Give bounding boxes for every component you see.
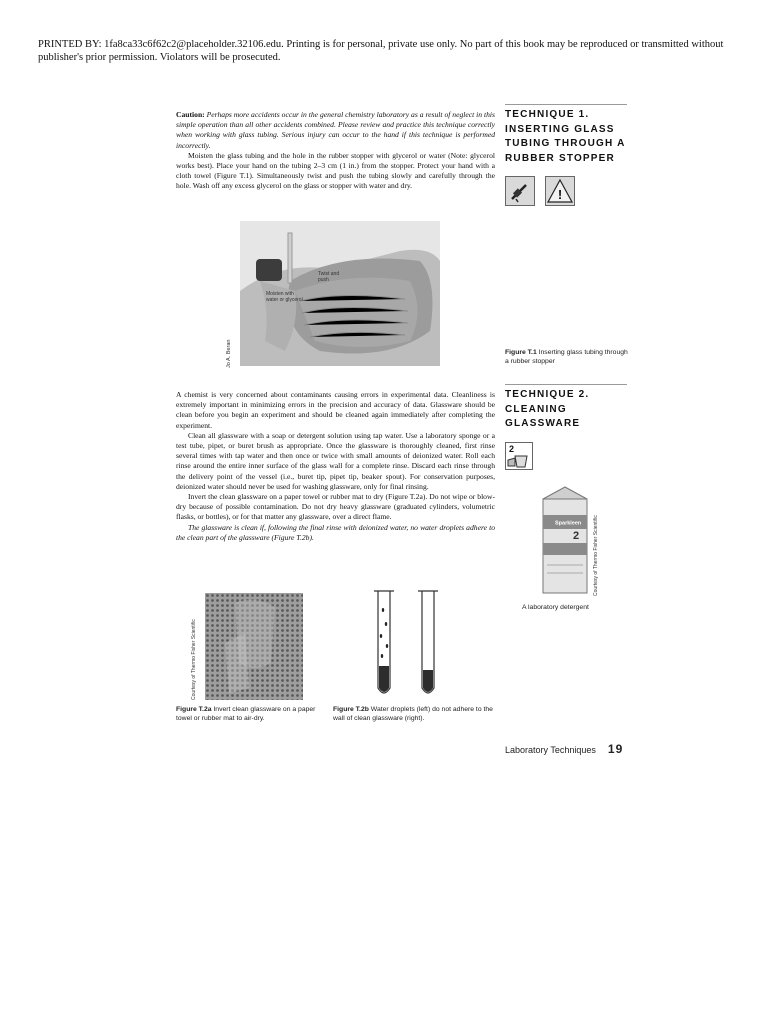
technique2-icons: [505, 442, 627, 470]
technique2-title: TECHNIQUE 2. CLEANING GLASSWARE: [505, 389, 590, 429]
warning-icon: [545, 176, 575, 206]
technique1-sidebar: [505, 104, 627, 206]
detergent-photo: [539, 485, 591, 595]
technique2-para4: The glassware is clean if, following the final rinse with deionized water, no water droplets adhere to the clean part of the glassware (Figure T.2b).: [176, 522, 495, 542]
detergent-caption: A laboratory detergent: [522, 604, 589, 611]
cleaning-glassware-icon: [505, 442, 533, 470]
technique2-sidebar: [505, 384, 627, 470]
warning-exclamation: !: [558, 187, 563, 202]
technique2-para1: A chemist is very concerned about contaminants causing errors in experimental data. Cleanliness is extremely important in minimizing errors in the precision and accuracy of data. Glassware should be clean before you begin an experiment and should be cleaned again immediately after completing the experiment.: [176, 390, 495, 430]
divider: [505, 104, 627, 105]
detergent-credit: Courtesy of Thermo Fisher Scientific: [593, 515, 599, 596]
cleaning-icon-number: 2: [509, 443, 515, 454]
figure-t1-caption: Figure T.1 Inserting glass tubing through a rubber stopper: [505, 349, 628, 365]
figure-t2a-credit: Courtesy of Thermo Fisher Scientific: [191, 619, 197, 700]
detergent-number: 2: [573, 530, 580, 542]
page-footer: [505, 742, 623, 756]
technique2-para2: Clean all glassware with a soap or detergent solution using tap water. Use a laboratory sponge or a test tube, pipet, or buret brush as appropriate. Once the glassware is thoroughly cleaned, first rinse several times with tap water and then once or twice with small amounts of deionized water. Roll each rinse around the entire inner surface of the glass wall for a complete rinse. Discard each rinse through the delivery point of the vessel (i.e., buret tip, pipet tip, beaker spout). For conservation purposes, deionized water should never be used for washing glassware, only for final rinsing.: [176, 430, 495, 491]
figure-t2b-caption: Figure T.2b Water droplets (left) do not adhere to the wall of clean glassware (right).: [333, 706, 493, 722]
photo-label-moisten: Moisten with water or glycerol: [266, 291, 303, 303]
caution-text: Perhaps more accidents occur in the general chemistry laboratory as a result of neglect in this simple operation than all other accidents combined. Please review and practice this technique correctly when working with glass tubing. Serious injury can occur to the hand if this technique is performed incorrectly.: [176, 110, 495, 150]
technique1-paragraph: Moisten the glass tubing and the hole in the rubber stopper with glycerol or water (Note: glycerol works best). Place your hand on the tubing 2–3 cm (1 in.) from the stopper. Protect your hand with a cloth towel (Figure T.1). Simultaneously twist and push the tubing slowly and carefully through the hole. Wash off any excess glycerol on the glass or stopper with water and dry.: [176, 150, 495, 191]
footer-section: Laboratory Techniques: [505, 745, 596, 755]
technique1-text: [176, 110, 495, 192]
glass-tubing-icon: [505, 176, 535, 206]
caution-label: Caution:: [176, 110, 205, 119]
photo-credit-t1: Jo A. Beran: [226, 339, 232, 368]
figure-t2a-photo: [205, 593, 303, 700]
photo-label-twist: Twist and push: [318, 271, 340, 283]
figure-t2a-caption: Figure T.2a Invert clean glassware on a paper towel or rubber mat to air-dry.: [176, 706, 316, 722]
figure-t2b-label: Figure T.2b: [333, 706, 369, 713]
technique2-text: [176, 390, 495, 543]
figure-t2b-illustration: [366, 588, 462, 700]
figure-t1-photo: [240, 221, 440, 366]
technique2-para3: Invert the clean glassware on a paper towel or rubber mat to dry (Figure T.2a). Do not wipe or blow-dry because of possible contamination. Do not dry heavy glassware (graduated cylinders, volumetric flasks, or bottles), or for that matter any glassware, over a direct flame.: [176, 492, 495, 522]
figure-t1-label: Figure T.1: [505, 349, 537, 356]
detergent-brand: Sparkleen: [555, 520, 582, 527]
figure-t2a-label: Figure T.2a: [176, 706, 212, 713]
print-notice: PRINTED BY: 1fa8ca33c6f62c2@placeholder.32106.edu. Printing is for personal, private use only. No part of this book may be reproduced or transmitted without publisher's prior permission. Violators will be prosecuted.: [38, 39, 724, 63]
page-number: 19: [607, 742, 624, 756]
technique1-title: TECHNIQUE 1. INSERTING GLASS TUBING THROUGH A RUBBER STOPPER: [505, 109, 626, 164]
divider: [505, 384, 627, 385]
technique1-icons: [505, 176, 627, 206]
